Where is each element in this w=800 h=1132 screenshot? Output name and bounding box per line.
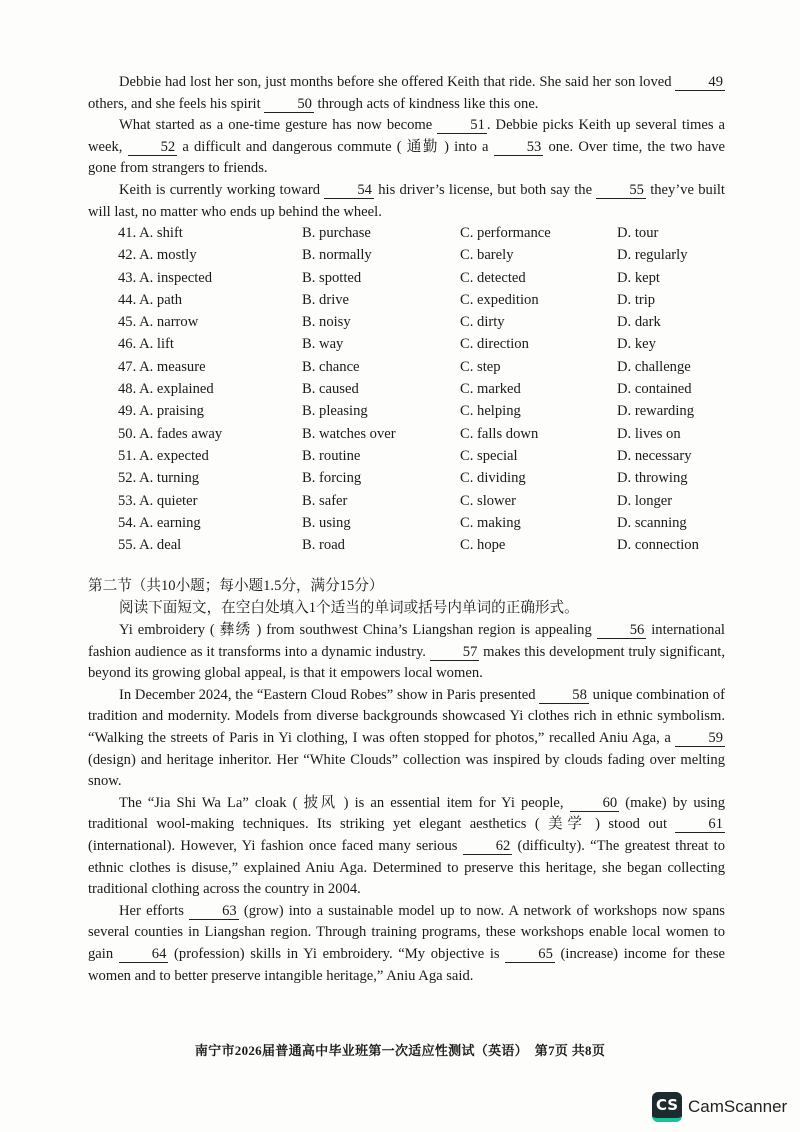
option-d: D. rewarding	[617, 403, 694, 420]
option-c: C. falls down	[460, 425, 539, 442]
option-d: D. necessary	[617, 447, 692, 464]
blank-57: 57	[430, 645, 480, 661]
blank-64: 64	[119, 947, 169, 963]
paragraph-text: Yi embroidery ( 彝绣 ) from southwest China’s Liangshan region is appealing	[119, 622, 597, 638]
option-a: 41. A. shift	[118, 225, 183, 241]
option-d: D. challenge	[617, 358, 691, 375]
option-row	[118, 448, 738, 470]
section-2-title: 第二节（共10小题；每小题1.5分，满分15分）	[88, 578, 384, 594]
option-d: D. lives on	[617, 425, 681, 442]
paragraph-text: makes this development truly significant, beyond its growing global appeal, is that it empowers local women.	[88, 643, 725, 682]
paragraph	[88, 793, 725, 901]
option-a: 52. A. turning	[118, 470, 200, 487]
blank-55: 55	[596, 183, 646, 199]
option-row	[118, 381, 738, 403]
paragraph	[88, 620, 725, 685]
option-row	[118, 247, 738, 269]
cloze-options-table	[118, 225, 738, 559]
option-c: C. dividing	[460, 470, 526, 487]
paragraph	[88, 72, 725, 115]
blank-53: 53	[494, 140, 544, 156]
blank-60: 60	[570, 796, 620, 812]
option-row	[118, 336, 738, 358]
paragraph-text: they’ve built will last, no matter who ends up behind the wheel.	[88, 181, 725, 220]
paragraph-text: What started as a one-time gesture has now become	[119, 117, 438, 134]
camscanner-label: CamScanner	[688, 1097, 788, 1116]
option-b: B. noisy	[302, 314, 351, 331]
option-row	[118, 470, 738, 492]
paragraph-text: (grow) into a sustainable model up to now. A network of workshops now spans several counties in Liangshan region. Through training programs, these workshops enable local women to gain	[88, 902, 725, 962]
paragraph	[88, 180, 725, 223]
paragraph-text: . Debbie picks Keith up several times a week,	[88, 117, 725, 155]
paragraph-text: international fashion audience as it transforms into a dynamic industry.	[88, 622, 725, 660]
option-c: C. marked	[460, 381, 521, 398]
option-d: D. longer	[617, 492, 673, 509]
option-row	[118, 515, 738, 537]
paragraph-text: his driver’s license, but both say the	[373, 181, 597, 198]
option-c: C. slower	[460, 492, 516, 509]
option-d: D. trip	[617, 291, 656, 308]
paragraph	[88, 685, 725, 793]
option-b: B. spotted	[302, 269, 362, 286]
paragraph-text: (profession) skills in Yi embroidery. “My objective is	[168, 945, 506, 962]
option-row	[118, 403, 738, 425]
option-b: B. way	[302, 336, 344, 353]
option-a: 49. A. praising	[118, 403, 204, 420]
option-a: 55. A. deal	[118, 537, 182, 554]
option-c: C. expedition	[460, 291, 539, 308]
blank-52: 52	[128, 140, 178, 156]
paragraph-text: a difficult and dangerous commute ( 通勤 ) into a	[177, 138, 494, 155]
option-c: C. detected	[460, 269, 526, 286]
option-a: 43. A. inspected	[118, 269, 213, 286]
blank-63: 63	[189, 904, 239, 920]
option-b: B. caused	[302, 381, 359, 398]
blank-59: 59	[675, 731, 725, 747]
option-row	[118, 292, 738, 314]
option-b: B. pleasing	[302, 403, 368, 420]
option-b: B. safer	[302, 492, 348, 509]
option-b: B. forcing	[302, 470, 362, 487]
blank-50: 50	[264, 97, 314, 113]
option-row	[118, 426, 738, 448]
paragraph-text: (international). However, Yi fashion once faced many serious	[88, 837, 463, 854]
paragraph-text: Debbie had lost her son, just months before she offered Keith that ride. She said her son loved	[119, 74, 676, 90]
camscanner-watermark	[652, 1092, 787, 1122]
paragraph-text: The “Jia Shi Wa La” cloak ( 披风 ) is an essential item for Yi people,	[119, 794, 570, 811]
paragraph-text: Her efforts	[119, 902, 190, 919]
option-row	[118, 359, 738, 381]
cloze-passage-end	[88, 72, 725, 223]
blank-61: 61	[675, 817, 725, 833]
option-a: 46. A. lift	[118, 336, 174, 353]
option-c: C. making	[460, 514, 521, 531]
option-d: D. kept	[617, 269, 660, 286]
section-2-instruction: 阅读下面短文，在空白处填入1个适当的单词或括号内单词的正确形式。	[119, 600, 579, 616]
option-a: 45. A. narrow	[118, 314, 199, 331]
option-d: D. connection	[617, 537, 699, 554]
paragraph-text: Keith is currently working toward	[119, 181, 325, 198]
paragraph-text: one. Over time, the two have gone from strangers to friends.	[88, 138, 725, 177]
option-c: C. special	[460, 447, 518, 464]
paragraph	[88, 115, 725, 180]
option-row	[118, 314, 738, 336]
option-c: C. performance	[460, 225, 551, 241]
page-footer: 南宁市2026届普通高中毕业班第一次适应性测试（英语） 第7页 共8页	[194, 1043, 606, 1058]
option-d: D. regularly	[617, 247, 688, 264]
blank-51: 51	[437, 118, 487, 134]
blank-65: 65	[505, 947, 555, 963]
option-row	[118, 537, 738, 559]
option-d: D. key	[617, 336, 656, 353]
blank-62: 62	[463, 839, 513, 855]
option-b: B. purchase	[302, 225, 371, 241]
paragraph-text: (difficulty). “The greatest threat to ethnic clothes is disuse,” explained Aniu Aga. Determined to preserve this heritage, she began collecting traditional clothing across the country in 2004.	[88, 837, 725, 898]
option-c: C. dirty	[460, 314, 505, 331]
paragraph-text: others, and she feels his spirit	[88, 95, 265, 112]
option-d: D. dark	[617, 314, 661, 331]
blank-56: 56	[597, 623, 647, 639]
camscanner-logo-icon: CS	[652, 1092, 682, 1122]
option-b: B. using	[302, 514, 351, 531]
paragraph-text: In December 2024, the “Eastern Cloud Robes” show in Paris presented	[119, 686, 540, 703]
option-d: D. throwing	[617, 470, 688, 487]
option-a: 50. A. fades away	[118, 425, 223, 442]
option-b: B. drive	[302, 291, 350, 308]
option-a: 42. A. mostly	[118, 247, 197, 264]
option-a: 53. A. quieter	[118, 492, 198, 509]
blank-58: 58	[539, 688, 589, 704]
option-a: 48. A. explained	[118, 381, 214, 398]
paragraph-text: through acts of kindness like this one.	[313, 95, 539, 112]
option-d: D. contained	[617, 381, 692, 398]
option-a: 51. A. expected	[118, 447, 209, 464]
option-a: 47. A. measure	[118, 358, 206, 375]
option-b: B. routine	[302, 447, 361, 464]
grammar-fill-passage	[88, 620, 725, 987]
option-d: D. tour	[617, 225, 659, 241]
paragraph-text: (make) by using traditional wool-making techniques. Its striking yet elegant aesthetics ( 美学 ) stood out	[88, 794, 725, 833]
option-b: B. watches over	[302, 425, 396, 442]
option-c: C. barely	[460, 247, 514, 264]
option-d: D. scanning	[617, 514, 687, 531]
option-b: B. chance	[302, 358, 360, 375]
option-row	[118, 493, 738, 515]
option-c: C. direction	[460, 336, 529, 353]
option-a: 44. A. path	[118, 291, 183, 308]
option-row	[118, 270, 738, 292]
option-c: C. hope	[460, 537, 506, 554]
option-c: C. helping	[460, 403, 521, 420]
option-c: C. step	[460, 358, 501, 375]
option-b: B. road	[302, 537, 345, 554]
option-a: 54. A. earning	[118, 514, 201, 531]
paragraph-text: (increase) income for these women and to better preserve intangible heritage,” Aniu Aga said.	[88, 945, 725, 984]
paragraph-text: (design) and heritage inheritor. Her “White Clouds” collection was inspired by clouds fading over melting snow.	[88, 751, 725, 790]
paragraph-text: unique combination of tradition and modernity. Models from diverse backgrounds showcased Yi clothes rich in ethnic symbolism. “Walking the streets of Paris in Yi clothing, I was often stopped for photos,” recalled Aniu Aga, a	[88, 686, 726, 746]
option-row	[118, 225, 738, 247]
blank-54: 54	[324, 183, 374, 199]
option-b: B. normally	[302, 247, 372, 264]
paragraph	[88, 901, 725, 987]
blank-49: 49	[675, 75, 725, 91]
